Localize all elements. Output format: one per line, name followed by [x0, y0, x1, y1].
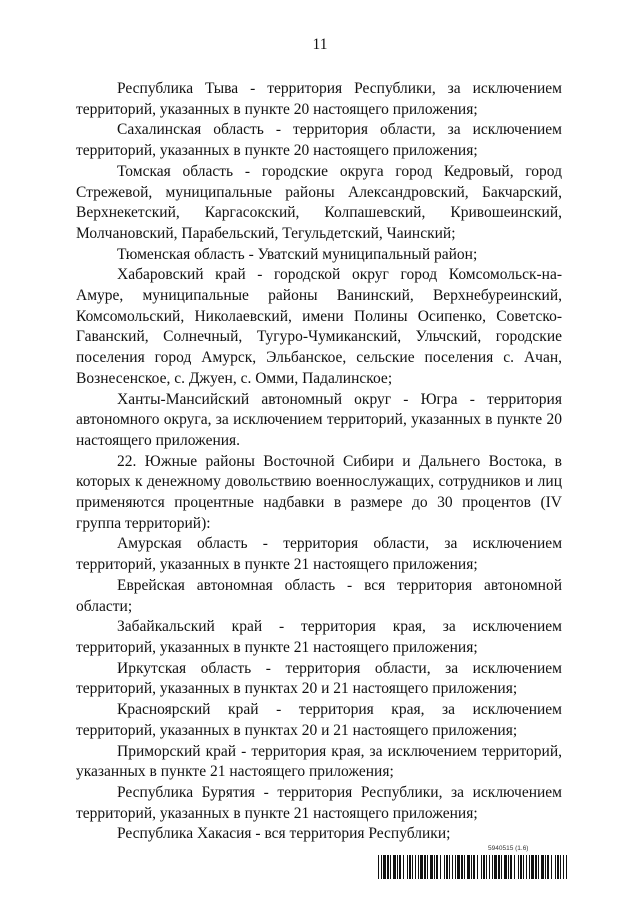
paragraph: Забайкальский край - территория края, за исключением территорий, указанных в пункте 21 настоящего приложения;	[76, 618, 562, 656]
paragraph: Приморский край - территория края, за исключением территорий, указанных в пункте 21 настоящего приложения;	[76, 742, 562, 781]
paragraph: Хабаровский край - городской округ город Комсомольск-на-Амуре, муниципальные районы Ванинский, Верхнебуреинский, Комсомольский, Николаевский, имени Полины Осипенко, Советско-Гаванский, Солнечный, Тугуро-Чумиканский, Ульчский, городские поселения город Амурск, Эльбанское, сельские поселения с. Ачан, Вознесенское, с. Джуен, с. Омми, Падалинское;	[76, 266, 562, 387]
paragraph: Амурская область - территория области, за исключением территорий, указанных в пункте 21 настоящего приложения;	[76, 535, 562, 574]
paragraph: Республика Бурятия - территория Республики, за исключением территорий, указанных в пункте 21 настоящего приложения;	[76, 783, 562, 822]
paragraph: Республика Тыва - территория Республики, за исключением территорий, указанных в пункте 20 настоящего приложения;	[76, 80, 562, 118]
document-body	[76, 79, 562, 845]
paragraph: Республика Хакасия - вся территория Республики;	[117, 825, 451, 843]
paragraph: Еврейская автономная область - вся территория автономной области;	[76, 576, 562, 615]
paragraph: Томская область - городские округа город Кедровый, город Стрежевой, муниципальные районы Александровский, Бакчарский, Верхнекетский, Каргасокский, Колпашевский, Кривошеинский, Молчановский, Парабельский, Тегульдетский, Чаинский;	[76, 162, 562, 242]
paragraph: Красноярский край - территория края, за исключением территорий, указанных в пунктах 20 и 21 настоящего приложения;	[76, 701, 562, 739]
paragraph: Иркутская область - территория области, за исключением территорий, указанных в пунктах 20 и 21 настоящего приложения;	[76, 659, 562, 698]
page-number: 11	[312, 36, 328, 53]
paragraph: Сахалинская область - территория области, за исключением территорий, указанных в пункте 20 настоящего приложения;	[76, 121, 562, 160]
document-code: 5940515 (1.6)	[488, 845, 529, 852]
paragraph: 22. Южные районы Восточной Сибири и Дальнего Востока, в которых к денежному довольствию военнослужащих, сотрудников и лиц применяются процентные надбавки в размере до 30 процентов (IV группа территорий):	[76, 452, 562, 532]
barcode	[378, 855, 568, 879]
paragraph: Тюменская область - Уватский муниципальный район;	[117, 245, 478, 263]
paragraph: Ханты-Мансийский автономный округ - Югра - территория автономного округа, за исключением территорий, указанных в пункте 20 настоящего приложения.	[76, 390, 562, 449]
